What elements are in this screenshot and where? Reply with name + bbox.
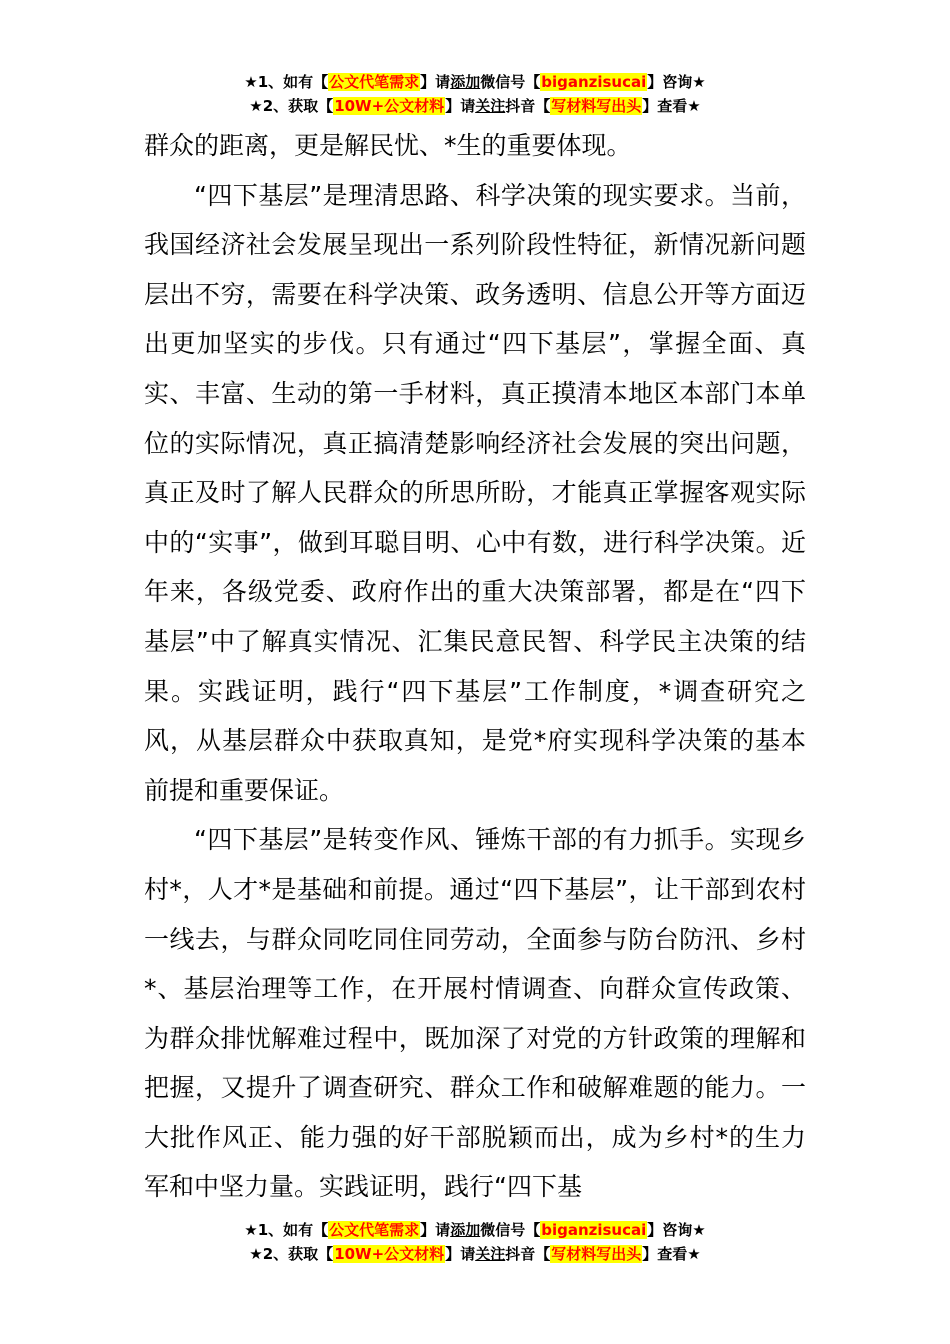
promo-line-1: ★1、如有【公文代笔需求】请添加微信号【biganzisucai】咨询★ — [244, 1221, 706, 1239]
header-promo-banner — [0, 70, 950, 118]
highlight-service: 公文代笔需求 — [329, 1221, 420, 1239]
highlight-douyin-account: 写材料写出头 — [551, 97, 642, 115]
promo-line-2: ★2、获取【10W+公文材料】请关注抖音【写材料写出头】查看★ — [249, 1245, 701, 1263]
paragraph-style-transformation: “四下基层”是转变作风、锤炼干部的有力抓手。实现乡村*，人才*是基础和前提。通过“四下基层”，让干部到农村一线去，与群众同吃同住同劳动，全面参与防台防汛、乡村*、基层治理等工作，在开展村情调查、向群众宣传政策、为群众排忧解难过程中，既加深了对党的方针政策的理解和把握，又提升了调查研究、群众工作和破解难题的能力。一大批作风正、能力强的好干部脱颖而出，成为乡村*的生力军和中坚力量。实践证明，践行“四下基 — [144, 825, 806, 1202]
highlight-service: 公文代笔需求 — [329, 73, 420, 91]
footer-promo-banner — [0, 1218, 950, 1266]
highlight-materials: 10W+公文材料 — [334, 97, 445, 115]
paragraph-continuation: 群众的距离，更是解民忧、*生的重要体现。 — [144, 131, 632, 160]
document-body — [144, 121, 806, 1212]
paragraph-scientific-decision: “四下基层”是理清思路、科学决策的现实要求。当前，我国经济社会发展呈现出一系列阶段性特征，新情况新问题层出不穷，需要在科学决策、政务透明、信息公开等方面迈出更加坚实的步伐。只有通过“四下基层”，掌握全面、真实、丰富、生动的第一手材料，真正摸清本地区本部门本单位的实际情况，真正搞清楚影响经济社会发展的突出问题，真正及时了解人民群众的所思所盼，才能真正掌握客观实际中的“实事”，做到耳聪目明、心中有数，进行科学决策。近年来，各级党委、政府作出的重大决策部署，都是在“四下基层”中了解真实情况、汇集民意民智、科学民主决策的结果。实践证明，践行“四下基层”工作制度，*调查研究之风，从基层群众中获取真知，是党*府实现科学决策的基本前提和重要保证。 — [144, 180, 806, 805]
highlight-wechat-id: biganzisucai — [541, 1221, 647, 1239]
highlight-douyin-account: 写材料写出头 — [551, 1245, 642, 1263]
highlight-materials: 10W+公文材料 — [334, 1245, 445, 1263]
promo-line-1: ★1、如有【公文代笔需求】请添加微信号【biganzisucai】咨询★ — [244, 73, 706, 91]
promo-line-2: ★2、获取【10W+公文材料】请关注抖音【写材料写出头】查看★ — [249, 97, 701, 115]
highlight-wechat-id: biganzisucai — [541, 73, 647, 91]
